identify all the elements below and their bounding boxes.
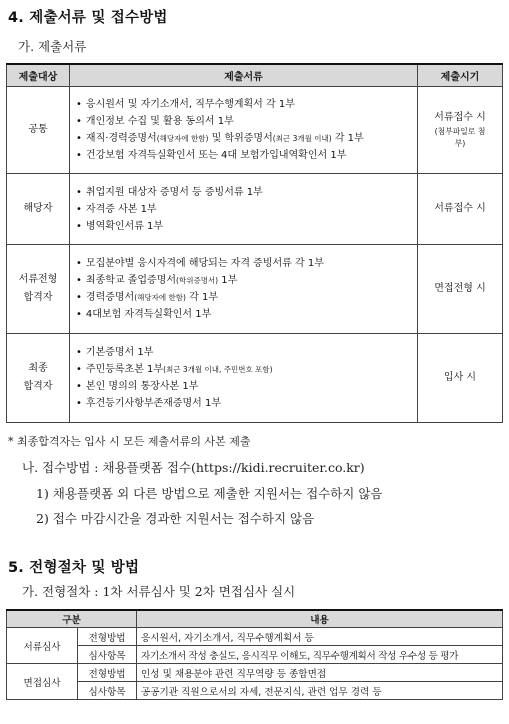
table-row [7, 628, 503, 646]
table-header-row [7, 610, 503, 628]
list-item: • 건강보험 자격득실확인서 또는 4대 보험가입내역확인서 1부 [76, 147, 413, 164]
list-item: • 최종학교 졸업증명서(학위증명서) 1부 [76, 272, 413, 289]
table-row [7, 682, 503, 700]
header-category: 구분 [7, 610, 137, 628]
application-rule-2: 2) 접수 마감시간을 경과한 지원서는 접수하지 않음 [36, 511, 315, 526]
header-content: 내용 [137, 610, 503, 628]
list-item: • 취업지원 대상자 증명서 등 증빙서류 1부 [76, 184, 413, 201]
list-item: • 자격증 사본 1부 [76, 201, 413, 218]
list-item: • 응시원서 및 자기소개서, 직무수행계획서 각 1부 [76, 96, 413, 113]
timing-cell: 면접전형 시 [418, 245, 503, 334]
target-cell: 해당자 [7, 174, 70, 245]
row-content: 응시원서, 자기소개서, 직무수행계획서 등 [137, 628, 503, 646]
timing-cell: 서류접수 시 [418, 174, 503, 245]
list-item: • 재직·경력증명서(해당자에 한함) 및 학위증명서(최근 3개월 이내) 각 1부 [76, 130, 413, 147]
list-item: • 개인정보 수집 및 활용 동의서 1부 [76, 113, 413, 130]
documents-cell [70, 334, 418, 423]
section4-subheading-submission-docs: 가. 제출서류 [18, 39, 87, 54]
list-item: • 후견등기사항부존재증명서 1부 [76, 395, 413, 412]
row-content: 자기소개서 작성 충실도, 응시직무 이해도, 직무수행계획서 작성 우수성 등 평가 [137, 646, 503, 664]
table-row [7, 646, 503, 664]
list-item: • 모집분야별 응시자격에 해당되는 자격 증빙서류 각 1부 [76, 255, 413, 272]
group-document-screening: 서류심사 [7, 628, 78, 664]
section5-subheading-procedure: 가. 전형절차 : 1차 서류심사 및 2차 면접심사 실시 [22, 584, 296, 599]
timing-cell: 서류접수 시 (첨부파일로 첨부) [418, 87, 503, 174]
target-cell: 서류전형 합격자 [7, 245, 70, 334]
timing-note: (첨부파일로 첨부) [434, 127, 486, 148]
target-cell: 최종 합격자 [7, 334, 70, 423]
list-item: • 기본증명서 1부 [76, 344, 413, 361]
row-label: 심사항목 [78, 646, 137, 664]
documents-cell [70, 245, 418, 334]
documents-cell [70, 174, 418, 245]
header-timing: 제출시기 [418, 64, 503, 87]
list-item: • 주민등록초본 1부(최근 3개월 이내, 주민번호 포함) [76, 361, 413, 378]
header-documents: 제출서류 [70, 64, 418, 87]
list-item: • 4대보험 자격득실확인서 1부 [76, 306, 413, 323]
application-rule-1: 1) 채용플랫폼 외 다른 방법으로 제출한 지원서는 접수하지 않음 [36, 486, 383, 501]
section5-title: 5. 전형절차 및 방법 [8, 560, 140, 576]
selection-procedure-table [6, 609, 503, 700]
table-row-final-passers [7, 334, 503, 423]
row-content: 공공기관 직원으로서의 자세, 전문지식, 관련 업무 경력 등 [137, 682, 503, 700]
row-label: 전형방법 [78, 664, 137, 682]
section4-title: 4. 제출서류 및 접수방법 [8, 10, 168, 26]
final-passer-note: * 최종합격자는 입사 시 모든 제출서류의 사본 제출 [8, 435, 251, 448]
row-label: 심사항목 [78, 682, 137, 700]
table-row [7, 664, 503, 682]
list-item: • 병역확인서류 1부 [76, 218, 413, 235]
submission-documents-table [6, 63, 503, 423]
header-target: 제출대상 [7, 64, 70, 87]
table-header-row [7, 64, 503, 87]
timing-cell: 입사 시 [418, 334, 503, 423]
table-row-common [7, 87, 503, 174]
list-item: • 본인 명의의 통장사본 1부 [76, 378, 413, 395]
row-label: 전형방법 [78, 628, 137, 646]
table-row-applicable [7, 174, 503, 245]
table-row-document-passers [7, 245, 503, 334]
documents-cell [70, 87, 418, 174]
list-item: • 경력증명서(해당자에 한함) 각 1부 [76, 289, 413, 306]
target-cell: 공통 [7, 87, 70, 174]
row-content: 인성 및 채용분야 관련 직무역량 등 종합면접 [137, 664, 503, 682]
section4-subheading-application-method: 나. 접수방법 : 채용플랫폼 접수(https://kidi.recruiter.co.kr) [22, 460, 365, 475]
group-interview: 면접심사 [7, 664, 78, 700]
